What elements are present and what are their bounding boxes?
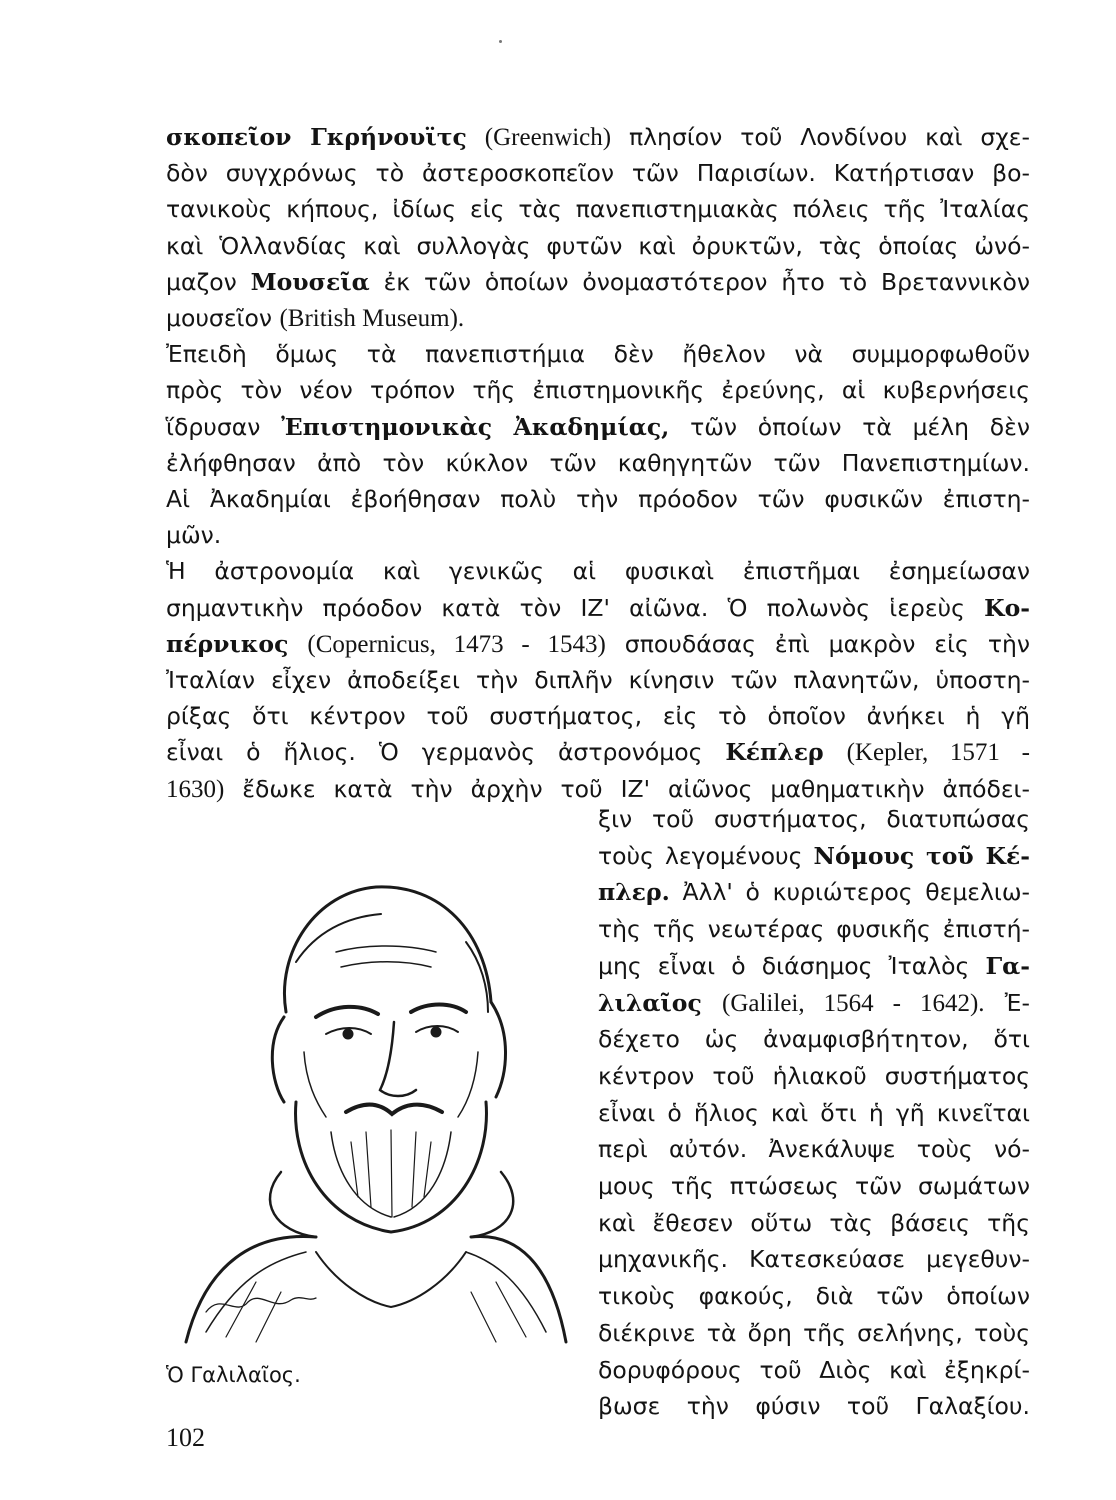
text-run: σημαντικὴν πρόοδον κατὰ τὸν ΙΖ' αἰῶνα. Ὁ πολωνὸς ἱερεὺς	[166, 593, 985, 622]
text-line-right	[598, 875, 1030, 909]
page-number: 102	[166, 1423, 205, 1452]
text-run: δέχετο ὡς ἀναμφισβήτητον, ὅτι	[598, 1025, 1030, 1054]
text-line-right	[598, 1132, 1030, 1166]
text-line	[166, 627, 1030, 661]
bold-term: Κο-	[984, 593, 1030, 622]
text-run: διέκρινε τὰ ὄρη τῆς σελήνης, τοὺς	[598, 1318, 1030, 1347]
text-line	[166, 410, 1030, 444]
bold-term: Μουσεῖα	[250, 267, 370, 296]
text-run	[288, 630, 307, 658]
text-line	[166, 337, 1030, 371]
bold-term: Κέπλερ	[725, 738, 824, 767]
text-line	[166, 446, 1030, 480]
speck	[499, 40, 502, 43]
text-line	[166, 772, 1030, 806]
text-line	[166, 735, 1030, 769]
text-run: Ἡ ἀστρονομία καὶ γενικῶς αἱ φυσικαὶ ἐπιστῆμαι ἐσημείωσαν	[166, 557, 1030, 586]
bold-term: λιλαῖος	[598, 988, 702, 1017]
text-line-right	[598, 802, 1030, 836]
text-run: (British Museum).	[279, 305, 465, 332]
text-run: πρὸς τὸν νέον τρόπον τῆς ἐπιστημονικῆς ἐρεύνης, αἱ κυβερνήσεις	[166, 376, 1030, 405]
text-line-right	[598, 1242, 1030, 1276]
text-line	[166, 699, 1030, 733]
text-line-right	[598, 1096, 1030, 1130]
text-line	[166, 229, 1030, 263]
text-run: (Greenwich)	[484, 124, 612, 151]
text-run: Αἱ Ἀκαδημίαι ἐβοήθησαν πολὺ τὴν πρόοδον τῶν φυσικῶν ἐπιστη-	[166, 485, 1030, 513]
text-run	[824, 738, 847, 766]
text-run: μης εἶναι ὁ διάσημος Ἰταλὸς	[598, 951, 986, 980]
text-run: μαζον	[166, 267, 251, 296]
text-run: δὸν συγχρόνως τὸ ἀστεροσκοπεῖον τῶν Παρισίων. Κατήρτισαν βο-	[166, 159, 1030, 188]
bold-term: Νόμους τοῦ Κέ-	[813, 841, 1030, 870]
text-run: Ἐπειδὴ ὅμως τὰ πανεπιστήμια δὲν ἤθελον νὰ συμμορφωθοῦν	[166, 340, 1030, 369]
text-run: μους τῆς πτώσεως τῶν σωμάτων	[598, 1172, 1030, 1200]
text-line	[166, 591, 1030, 625]
text-run: μῶν.	[166, 521, 222, 550]
text-run	[702, 989, 722, 1017]
text-run: ἔδωκε κατὰ τὴν ἀρχὴν τοῦ ΙΖ' αἰῶνος μαθηματικὴν ἀπόδει-	[224, 774, 1030, 803]
text-line-right	[598, 912, 1030, 946]
text-run: μουσεῖον	[166, 304, 280, 332]
text-run: καὶ ἔθεσεν οὕτω τὰς βάσεις τῆς	[598, 1208, 1030, 1237]
text-run: 1630)	[166, 775, 225, 803]
text-run: πλησίον τοῦ Λονδίνου καὶ σχε-	[611, 123, 1030, 151]
text-line	[166, 373, 1030, 407]
text-line-right	[598, 1389, 1030, 1423]
text-line	[166, 663, 1030, 697]
text-run: (Copernicus, 1473 - 1543)	[307, 630, 606, 658]
text-line	[166, 518, 1030, 552]
text-run: καὶ Ὁλλανδίας καὶ συλλογὰς φυτῶν καὶ ὀρυκτῶν, τὰς ὁποίας ὠνό-	[166, 231, 1030, 260]
text-run	[467, 123, 485, 151]
bold-term: πλερ.	[598, 878, 670, 907]
text-run: εἶναι ὁ ἥλιος καὶ ὅτι ἡ γῆ κινεῖται	[598, 1098, 1030, 1127]
text-line	[166, 120, 1030, 154]
text-line-right	[598, 1169, 1030, 1203]
text-run: περὶ αὐτόν. Ἀνεκάλυψε τοὺς νό-	[598, 1135, 1030, 1164]
text-line-right	[598, 986, 1030, 1020]
text-line-right	[598, 1353, 1030, 1387]
text-run: (Kepler, 1571 -	[846, 739, 1030, 767]
text-run: βωσε τὴν φύσιν τοῦ Γαλαξίου.	[598, 1392, 1030, 1421]
text-run: ἐλήφθησαν ἀπὸ τὸν κύκλον τῶν καθηγητῶν τῶν Πανεπιστημίων.	[166, 448, 1030, 477]
text-line	[166, 301, 1030, 335]
text-line-right	[598, 1022, 1030, 1056]
bold-term: πέρνικος	[166, 629, 289, 658]
text-line	[166, 554, 1030, 588]
text-run: Ἰταλίαν εἶχεν ἀποδείξει τὴν διπλῆν κίνησιν τῶν πλανητῶν, ὑποστη-	[166, 666, 1030, 694]
text-line-right	[598, 1279, 1030, 1313]
text-run: τικοὺς φακούς, διὰ τῶν ὁποίων	[598, 1282, 1030, 1311]
text-run: (Galilei, 1564 - 1642).	[722, 989, 985, 1017]
text-run: σπουδάσας ἐπὶ μακρὸν εἰς τὴν	[605, 629, 1030, 658]
bold-term: Ἐπιστημονικὰς Ἀκαδημίας,	[281, 412, 670, 441]
text-run: τανικοὺς κήπους, ἰδίως εἰς τὰς πανεπιστημιακὰς πόλεις τῆς Ἰταλίας	[166, 195, 1030, 224]
bold-term: σκοπεῖον Γκρήνουϊτς	[166, 123, 467, 151]
text-run: κέντρον τοῦ ἡλιακοῦ συστήματος	[598, 1061, 1030, 1090]
text-line-right	[598, 1206, 1030, 1240]
text-run: ἵδρυσαν	[166, 412, 282, 441]
portrait-caption: Ὁ Γαλιλαῖος.	[166, 1363, 301, 1387]
text-run: ἐκ τῶν ὁποίων ὀνομαστότερον ἦτο τὸ Βρεταννικὸν	[369, 267, 1030, 296]
text-run: δορυφόρους τοῦ Διὸς καὶ ἐξηκρί-	[598, 1355, 1030, 1384]
text-run: Ἐ-	[984, 988, 1030, 1017]
text-run: εἶναι ὁ ἥλιος. Ὁ γερμανὸς ἀστρονόμος	[166, 738, 726, 767]
text-run: τοὺς λεγομένους	[598, 841, 814, 870]
text-run: Ἀλλ' ὁ κυριώτερος θεμελιω-	[669, 878, 1030, 907]
bold-term: Γα-	[985, 951, 1030, 980]
text-line-right	[598, 949, 1030, 983]
text-line	[166, 265, 1030, 299]
text-run: μηχανικῆς. Κατεσκεύασε μεγεθυν-	[598, 1245, 1030, 1274]
text-line	[166, 482, 1030, 516]
text-run: τὴς τῆς νεωτέρας φυσικῆς ἐπιστή-	[598, 915, 1030, 944]
text-run: ρίξας ὅτι κέντρον τοῦ συστήματος, εἰς τὸ ὁποῖον ἀνήκει ἡ γῆ	[166, 702, 1030, 731]
text-line-right	[598, 1316, 1030, 1350]
text-run: ξιν τοῦ συστήματος, διατυπώσας	[598, 805, 1030, 833]
text-line-right	[598, 1059, 1030, 1093]
text-run: τῶν ὁποίων τὰ μέλη δὲν	[669, 412, 1030, 441]
text-line	[166, 156, 1030, 190]
text-line	[166, 192, 1030, 226]
text-line-right	[598, 839, 1030, 873]
galileo-portrait-engraving	[166, 812, 586, 1352]
